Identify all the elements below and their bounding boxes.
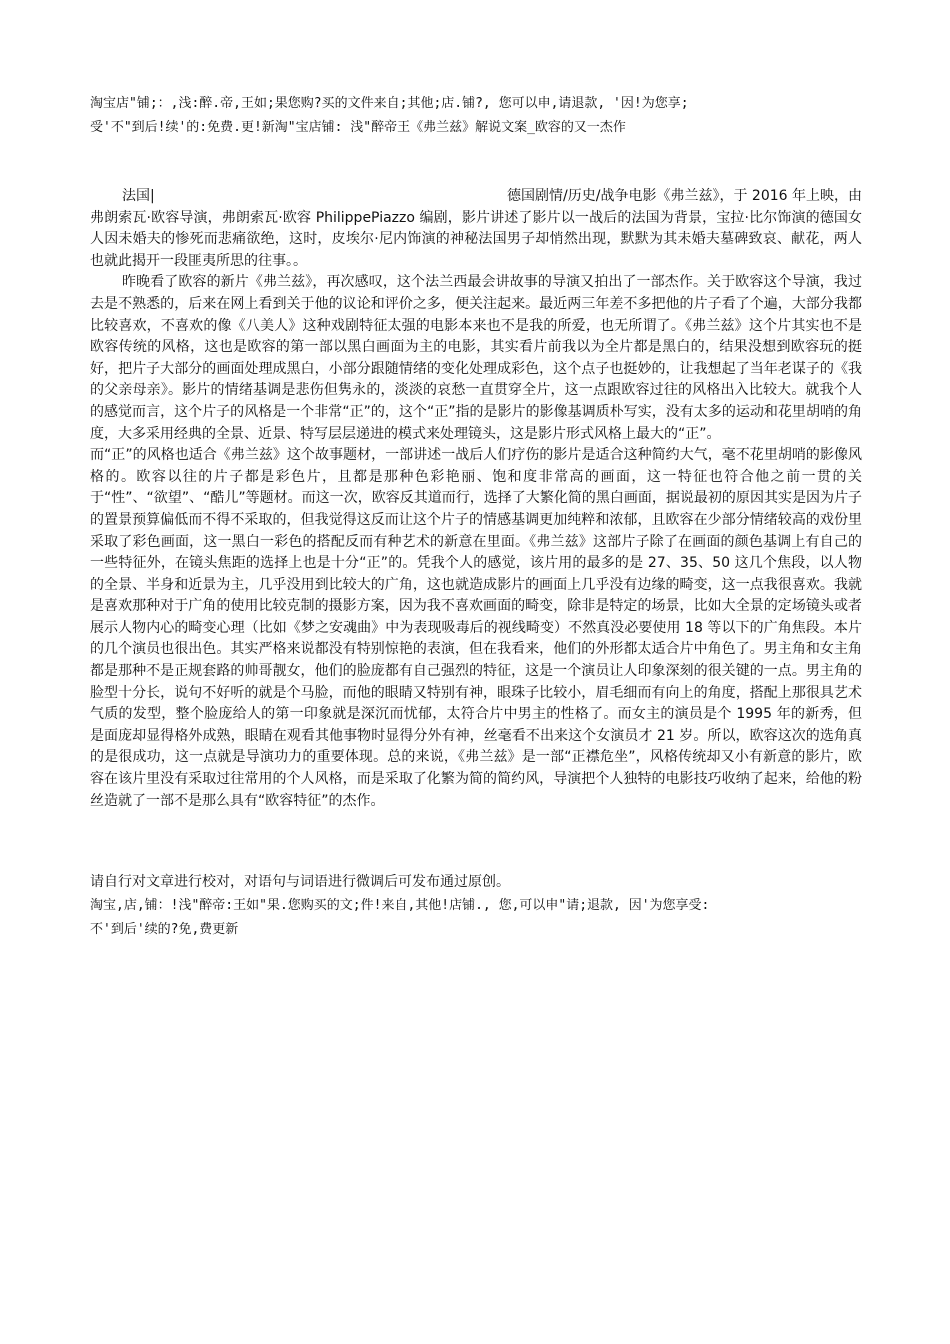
document-page	[90, 92, 862, 942]
intro-paragraph	[90, 186, 862, 272]
header-line-2: 受'不"到后!续'的:免费.更!新淘"宝店铺: 浅"醉帝王《弗兰兹》解说文案_欧容的又一杰作	[90, 120, 626, 135]
header-line-1: 淘宝店"铺;：,浅:醉.帝,王如;果您购?买的文件来自;其他;店.铺?, 您可以申,请退款, '因!为您享;	[90, 96, 689, 111]
intro-continuation: 弗朗索瓦·欧容导演，弗朗索瓦·欧容 PhilippePiazzo 编剧，影片讲述了影片以一战后的法国为背景，宝拉·比尔饰演的德国女人因未婚夫的惨死而悲痛欲绝，这时，皮埃尔·尼内饰演的神秘法国男子却悄然出现，默默为其未婚夫墓碑致哀、献花，两人也就此揭开一段匪夷所思的往事。。	[90, 209, 862, 269]
intro-first-line-rest: 德国剧情/历史/战争电影《弗兰兹》，于 2016 年上映，由	[507, 188, 862, 204]
article-body	[90, 272, 862, 812]
body-paragraph-2: 而“正”的风格也适合《弗兰兹》这个故事题材，一部讲述一战后人们疗伤的影片是适合这种简约大气，毫不花里胡哨的影像风格的。欧容以往的片子都是彩色片，且都是那种色彩艳丽、饱和度非常高的画面，这一特征也符合他之前一贯的关于“性”、“欲望”、“酷儿”等题材。而这一次，欧容反其道而行，选择了大繁化简的黑白画面，据说最初的原因其实是因为片子的置景预算偏低而不得不采取的，但我觉得这反而让这个片子的情感基调更加纯粹和浓郁，且欧容在少部分情绪较高的戏份里采取了彩色画面，这一黑白一彩色的搭配反而有种艺术的新意在里面。《弗兰兹》这部片子除了在画面的颜色基调上有自己的一些特征外，在镜头焦距的选择上也是十分“正”的。凭我个人的感觉，该片用的最多的是 27、35、50 这几个焦段，以人物的全景、半身和近景为主，几乎没用到比较大的广角，这也就造成影片的画面上几乎没有边缘的畸变，这一点我很喜欢。我就是喜欢那种对于广角的使用比较克制的摄影方案，因为我不喜欢画面的畸变，除非是特定的场景，比如大全景的定场镜头或者展示人物内心的畸变心理（比如《梦之安魂曲》中为表现吸毒后的视线畸变）不然真没必要使用 18 等以下的广角焦段。本片的几个演员也很出色。其实严格来说都没有特别惊艳的表演，但在我看来，他们的外形都太适合片中角色了。男主角和女主角都是那种不是正规套路的帅哥靓女，他们的脸庞都有自己强烈的特征，这是一个演员让人印象深刻的很关键的一点。男主角的脸型十分长，说句不好听的就是个马脸，而他的眼睛又特别有神，眼珠子比较小，眉毛细而有向上的角度，搭配上那很具艺术气质的发型，整个脸庞给人的第一印象就是深沉而忧郁，太符合片中男主的性格了。而女主的演员是个 1995 年的新秀，但是面庞却显得格外成熟，眼睛在观看其他事物时显得分外有神，丝毫看不出来这个女演员才 21 岁。所以，欧容这次的选角真的是很成功，这一点就是导演功力的重要体现。总的来说，《弗兰兹》是一部“正襟危坐”，风格传统却又小有新意的影片，欧容在该片里没有采取过往常用的个人风格，而是采取了化繁为简的简约风，导演把个人独特的电影技巧收纳了起来，给他的粉丝造就了一部不是那么具有“欧容特征”的杰作。	[90, 447, 862, 809]
intro-country: 法国|	[122, 188, 155, 204]
intro-first-line	[90, 186, 862, 208]
footer-line-1: 淘宝,店,铺：!浅"醉帝:王如"果.您购买的文;件!来自,其他!店铺., 您,可以申"请;退款, 因'为您享受:	[90, 898, 710, 914]
footer-note: 请自行对文章进行校对，对语句与词语进行微调后可发布通过原创。	[90, 874, 510, 891]
body-paragraph-1: 昨晚看了欧容的新片《弗兰兹》，再次感叹，这个法兰西最会讲故事的导演又拍出了一部杰作。关于欧容这个导演，我过去是不熟悉的，后来在网上看到关于他的议论和评价之多，便关注起来。最近两三年差不多把他的片子看了个遍，大部分我都比较喜欢，不喜欢的像《八美人》这种戏剧特征太强的电影本来也不是我的所爱，也无所谓了。《弗兰兹》这个片其实也不是欧容传统的风格，这也是欧容的第一部以黑白画面为主的电影，其实看片前我以为全片都是黑白的，结果没想到欧容玩的挺好，把片子大部分的画面处理成黑白，小部分跟随情绪的变化处理成彩色，这个点子也挺妙的，让我想起了当年老谋子的《我的父亲母亲》。影片的情绪基调是悲伤但隽永的，淡淡的哀愁一直贯穿全片，这一点跟欧容过往的风格出入比较大。就我个人的感觉而言，这个片子的风格是一个非常“正”的，这个“正”指的是影片的影像基调质朴写实，没有太多的运动和花里胡哨的角度，大多采用经典的全景、近景、特写层层递进的模式来处理镜头，这是影片形式风格上最大的“正”。	[90, 274, 862, 442]
footer-notice	[90, 870, 862, 942]
header-notice	[90, 92, 862, 140]
footer-line-2: 不'到后'续的?免,费更新	[90, 922, 239, 938]
